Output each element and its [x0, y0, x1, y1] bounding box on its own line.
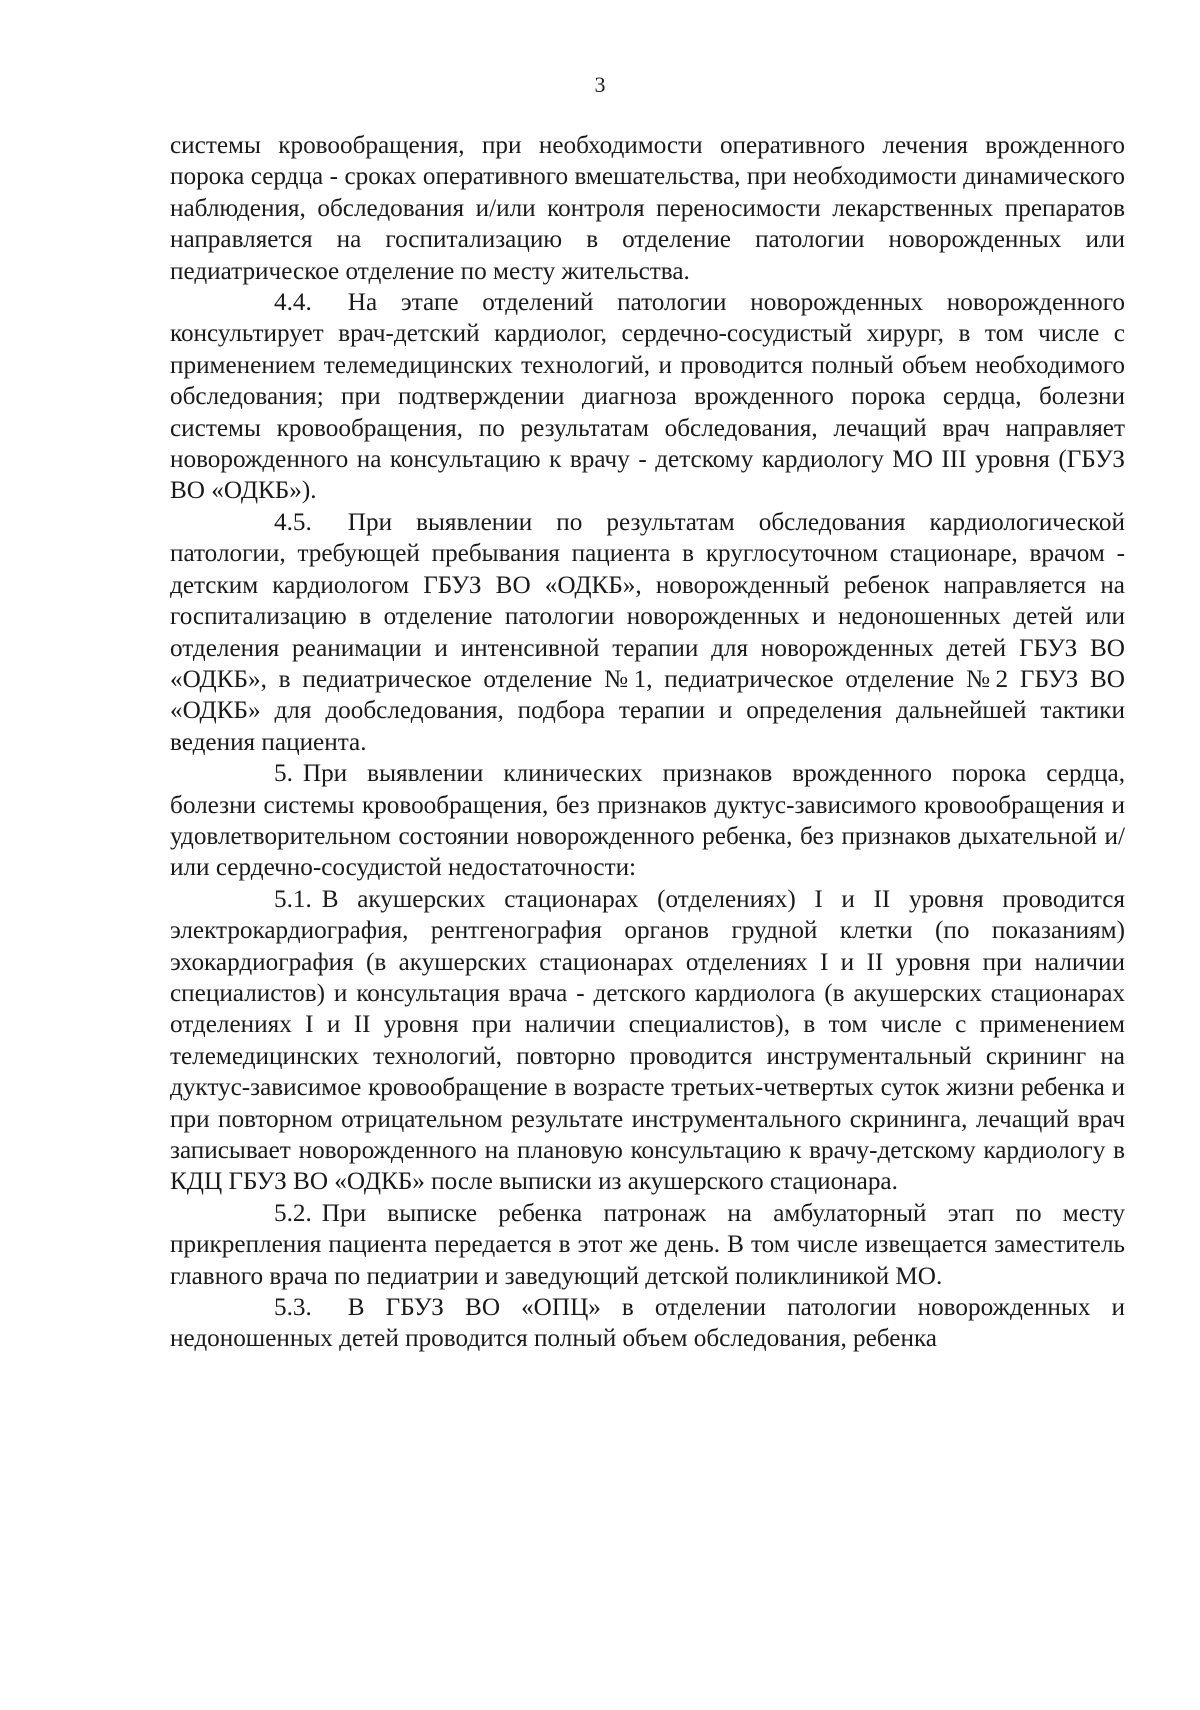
paragraph-5-2	[170, 1198, 1125, 1292]
paragraph-text: На этапе отделений патологии новорожденных новорожденного консультирует врач-детский кардиолог, сердечно-сосудистый хирург, в том числе с применением телемедицинских технологий, и проводится полный объем необходимого обследования; при подтверждении диагноза врожденного порока сердца, болезни системы кровообращения, по результатам обследования, лечащий врач направляет новорожденного на консультацию к врачу - детскому кардиологу МО III уровня (ГБУЗ ВО «ОДКБ»).	[170, 289, 1125, 505]
paragraph-number: 5.2.	[274, 1199, 312, 1227]
paragraph-text: При выписке ребенка патронаж на амбулаторный этап по месту прикрепления пациента передается в этот же день. В том числе извещается заместитель главного врача по педиатрии и заведующий детской поликлиникой МО.	[170, 1199, 1125, 1290]
paragraph-5	[170, 758, 1125, 884]
paragraph-number: 4.4.	[274, 289, 312, 317]
paragraph-4-5	[170, 507, 1125, 758]
paragraph-number: 5.1.	[274, 885, 312, 913]
paragraph-text: системы кровообращения, при необходимости оперативного лечения врожденного порока сердца - сроках оперативного вмешательства, при необходимости динамического наблюдения, обследования и/или контроля переносимости лекарственных препаратов направляется на госпитализацию в отделение патологии новорожденных или педиатрическое отделение по месту жительства.	[170, 132, 1125, 285]
paragraph-5-1	[170, 884, 1125, 1198]
paragraph-text: При выявлении по результатам обследования кардиологической патологии, требующей пребывания пациента в круглосуточном стационаре, врачом - детским кардиологом ГБУЗ ВО «ОДКБ», новорожденный ребенок направляется на госпитализацию в отделение патологии новорожденных и недоношенных детей или отделения реанимации и интенсивной терапии для новорожденных детей ГБУЗ ВО «ОДКБ», в педиатрическое отделение №1, педиатрическое отделение №2 ГБУЗ ВО «ОДКБ» для дообследования, подбора терапии и определения дальнейшей тактики ведения пациента.	[170, 508, 1125, 756]
paragraph-text: В ГБУЗ ВО «ОПЦ» в отделении патологии новорожденных и недоношенных детей проводится полный объем обследования, ребенка	[170, 1294, 1125, 1353]
paragraph-number: 5.3.	[274, 1294, 312, 1322]
paragraph-number: 4.5.	[274, 508, 312, 536]
paragraph-4-4	[170, 287, 1125, 507]
paragraph-text: При выявлении клинических признаков врожденного порока сердца, болезни системы кровообращения, без признаков дуктус-зависимого кровообращения и удовлетворительном состоянии новорожденного ребенка, без признаков дыхательной и/или сердечно-сосудистой недостаточности:	[170, 760, 1125, 882]
page-number: 3	[594, 72, 606, 97]
paragraph-text: В акушерских стационарах (отделениях) I и II уровня проводится электрокардиография, рентгенография органов грудной клетки (по показаниям) эхокардиография (в акушерских стационарах отделениях I и II уровня при наличии специалистов) и консультация врача - детского кардиолога (в акушерских стационарах отделениях I и II уровня при наличии специалистов), в том числе с применением телемедицинских технологий, повторно проводится инструментальный скрининг на дуктус-зависимое кровообращение в возрасте третьих-четвертых суток жизни ребенка и при повторном отрицательном результате инструментального скрининга, лечащий врач записывает новорожденного на плановую консультацию к врачу-детскому кардиологу в КДЦ ГБУЗ ВО «ОДКБ» после выписки из акушерского стационара.	[170, 885, 1125, 1196]
document-body	[170, 130, 1125, 1355]
paragraph-continuation	[170, 130, 1125, 287]
paragraph-5-3	[170, 1292, 1125, 1355]
paragraph-number: 5.	[274, 760, 293, 788]
